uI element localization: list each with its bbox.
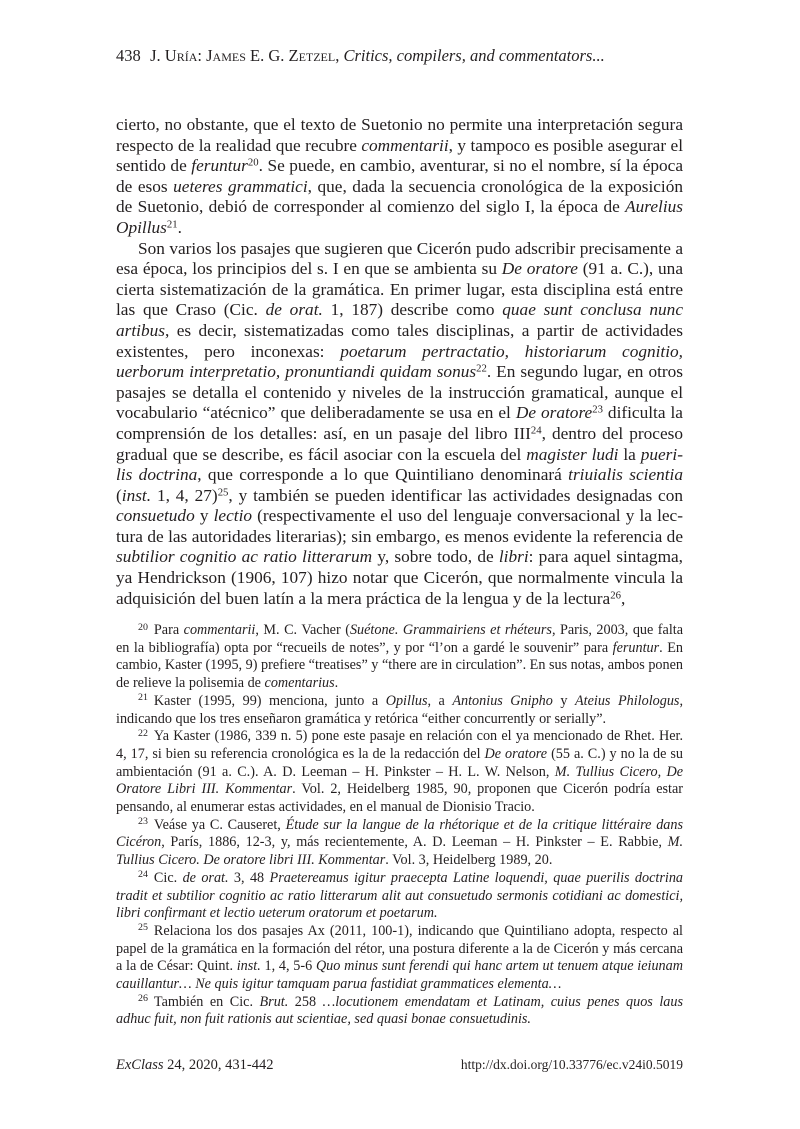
italic-text: libri <box>498 547 529 567</box>
italic-text: M. Tullius Cicero, De Oratore Libri III. Kommentar <box>116 763 684 798</box>
page-footer <box>116 1056 683 1074</box>
main-text <box>116 115 683 609</box>
italic-text: inst. <box>236 958 261 975</box>
reviewed-book-title: Critics, compilers, and commentators... <box>343 46 605 65</box>
paragraph: Son varios los pasajes que sugieren que Cicerón pudo adscribir precisamente a esa época, los principios del s. I en que se ambienta su De oratore (91 a. C.), una cierta sistematización de la gramática. En primer lugar, esta disciplina está entre las que Craso (Cic. de orat. 1, 187) describe como quae sunt conclusa nunc artibus, es decir, sistematizadas como tales disciplinas, a partir de actividades existentes, pero inconexas: poetarum pertractatio, historiarum cognitio, uerborum interpretatio, pronuntiandi quidam sonus$^{22}$. En segundo lugar, en otros pasajes se detalla el contenido y niveles de la instrucción gramatical, aunque el vocabulario “atécnico” que deliberadamente se usa en el De oratore$^{23}$ dificulta la comprensión de los detalles: así, en un pasaje del libro III$^{24}$, dentro del proceso gradual que se describe, es fácil asociar con la escuela del magister ludi la puerilis doctrina, que corresponde a lo que Quintiliano denominará triuialis scientia (inst. 1, 4, 27)$^{25}$, y también se pueden identificar las actividades designadas con consuetudo y lectio (respectivamente el uso del lenguaje conversacional y la lectura de las autoridades literarias); sin embargo, es menos evidente la referencia de subtilior cognitio ac ratio litterarum y, sobre todo, de libri: para aquel sintagma, ya Hendrickson (1906, 107) hizo notar que Cicerón, que normalmente vincula la adquisición del buen latín a la mera práctica de la lengua y de la lectura$^{26}$, <box>116 238 684 608</box>
footnote-ref[interactable]: 23 <box>592 403 603 416</box>
italic-text: De oratore <box>501 259 578 279</box>
footnote-ref[interactable]: 26 <box>610 589 621 602</box>
italic-text: Quo minus sunt ferendi qui hanc artem ut tenuem atque ieiunam cauillantur… Ne quis igitur tamquam parua fastidiat grammatices elementa… <box>116 958 683 993</box>
italic-text: comentarius <box>264 675 335 692</box>
footnote-number: 23 <box>138 816 148 828</box>
footnote-number: 21 <box>138 692 148 704</box>
italic-text: ueteres grammatici <box>173 176 308 196</box>
italic-text: triuialis scientia <box>568 465 683 485</box>
italic-text: M. Tullius Cicero. De oratore libri III. Kommentar <box>116 834 683 869</box>
footnote-22: $^{22}$ Ya Kaster (1986, 339 n. 5) pone este pasaje en relación con el ya mencionado de Rhet. Her. 4, 17, si bien su referencia cronológica es la de la redacción del De oratore (55 a. C.) y no la de su ambientación (91 a. C.). A. D. Leeman – H. Pinkster – H. L. W. Nelson, M. Tullius Cicero, De Oratore Libri III. Kommentar. Vol. 2, Heidelberg 1985, 90, proponen que Cicerón podría estar pensando, al enumerar estas actividades, en el manual de Dionisio Tracio. <box>116 727 684 816</box>
italic-text: Brut. <box>259 993 289 1010</box>
italic-text: de orat. <box>265 300 323 320</box>
running-header-author: J. Uría: James E. G. Zetzel, Critics, compilers, and commentators... <box>150 46 605 65</box>
footnote-number: 22 <box>138 727 148 739</box>
reviewed-author: James E. G. Zetzel <box>206 46 336 65</box>
italic-text: feruntur <box>191 156 248 176</box>
footnote-25: $^{25}$ Relaciona los dos pasajes Ax (2011, 100-1), indicando que Quintiliano adopta, respecto al papel de la gramática en la formación del rétor, una postura diferente a la de Cicerón y más cercana a la de César: Quint. inst. 1, 4, 5-6 Quo minus sunt ferendi qui hanc artem ut tenuem atque ieiunam cauillantur… Ne quis igitur tamquam parua fastidiat grammatices elementa… <box>116 922 683 993</box>
italic-text: consuetudo <box>116 506 195 526</box>
footnote-number: 25 <box>138 922 148 934</box>
footnote-number: 26 <box>138 993 148 1005</box>
page-number: 438 <box>116 46 141 65</box>
footnote-ref[interactable]: 21 <box>166 218 178 231</box>
italic-text: Étude sur la langue de la rhétorique et de la critique littéraire dans Cicéron <box>116 816 683 851</box>
italic-text: De oratore <box>484 745 548 762</box>
italic-text: magister ludi <box>526 444 619 464</box>
italic-text: commentarii <box>361 135 449 155</box>
footnote-ref[interactable]: 22 <box>476 362 487 375</box>
footnote-ref[interactable]: 24 <box>530 424 542 437</box>
footnote-26: $^{26}$ También en Cic. Brut. 258 …locutionem emendatam et Latinam, cuius penes quos laus adhuc fuit, non fuit rationis aut scientiae, sed quasi bonae consuetudinis. <box>116 993 683 1028</box>
footnote-ref[interactable]: 25 <box>217 486 229 499</box>
italic-text: Antonius Gnipho <box>452 692 553 709</box>
footnotes <box>116 622 683 1029</box>
italic-text: …locutionem emendatam et Latinam, cuius penes quos laus adhuc fuit, non fuit rationis aut scientiae, sed quasi bonae consuetudinis. <box>116 993 683 1028</box>
italic-text: de orat. <box>182 869 229 886</box>
journal-citation: ExClass 24, 2020, 431-442 <box>116 1057 274 1073</box>
running-header <box>116 45 686 67</box>
footnote-24: $^{24}$ Cic. de orat. 3, 48 Praetereamus igitur praecepta Latine loquendi, quae puerilis doctrina tradit et subtilior cognitio ac ratio litterarum alit aut consuetudo sermonis cotidiani ac domestici, libri confirmant et lectio ueterum oratorum et poetarum. <box>116 869 684 922</box>
italic-text: feruntur <box>612 639 660 656</box>
italic-text: Ateius Philologus <box>574 692 680 709</box>
italic-text: quae sunt conclusa nunc artibus <box>116 300 683 340</box>
italic-text: Suétone. Grammairiens et rhéteurs <box>349 622 552 638</box>
italic-text: lectio <box>213 506 253 526</box>
italic-text: poetarum pertractatio, historiarum cognitio, uerborum interpretatio, pronuntiandi quidam sonus <box>116 341 683 382</box>
italic-text: puerilis doctrina <box>116 444 683 485</box>
paragraph: cierto, no obstante, que el texto de Suetonio no permite una interpretación segura respecto de la realidad que recubre commentarii, y tampoco es posible asegurar el sentido de feruntur$^{20}$. Se puede, en cambio, aventurar, si no el nombre, sí la época de esos ueteres grammatici, que, dada la secuencia cronológica de la exposición de Suetonio, debió de corresponder al comienzo del siglo I, la época de Aurelius Opillus$^{21}$. <box>116 115 684 237</box>
italic-text: Aurelius Opillus <box>116 197 683 237</box>
footnote-23: $^{23}$ Veáse ya C. Causeret, Étude sur la langue de la rhétorique et de la critique littéraire dans Cicéron, París, 1886, 12-3, y, más recientemente, A. D. Leeman – H. Pinkster – E. Rabbie, M. Tullius Cicero. De oratore libri III. Kommentar. Vol. 3, Heidelberg 1989, 20. <box>116 816 683 869</box>
footnote-ref[interactable]: 20 <box>247 156 259 169</box>
footnote-number: 24 <box>138 869 148 881</box>
footnote-20: $^{20}$ Para commentarii, M. C. Vacher (Suétone. Grammairiens et rhéteurs, Paris, 2003, que falta en la bibliografía) opta por “recueils de notes”, y por “l’on a gardé le souvenir” para feruntur. En cambio, Kaster (1995, 9) prefiere “treatises” y “there are in circulation”. En sus notas, ambos ponen de relieve la polisemia de comentarius. <box>116 621 684 692</box>
italic-text: inst. <box>121 485 152 505</box>
italic-text: Opillus <box>385 692 428 709</box>
italic-text: De oratore <box>515 403 593 423</box>
footnote-21: $^{21}$ Kaster (1995, 99) menciona, junto a Opillus, a Antonius Gnipho y Ateius Philologus, indicando que los tres enseñaron gramática y retórica “either concurrently or serially”. <box>116 692 683 727</box>
italic-text: commentarii <box>183 622 256 638</box>
doi-link[interactable]: http://dx.doi.org/10.33776/ec.v24i0.5019 <box>460 1057 683 1072</box>
footnote-number: 20 <box>138 621 148 633</box>
italic-text: Praetereamus igitur praecepta Latine loquendi, quae puerilis doctrina tradit et subtilior cognitio ac ratio litterarum alit aut consuetudo sermonis cotidiani ac domestici, libri confirmant et lectio ueterum oratorum et poetarum. <box>116 869 684 922</box>
italic-text: subtilior cognitio ac ratio litterarum <box>116 547 373 567</box>
